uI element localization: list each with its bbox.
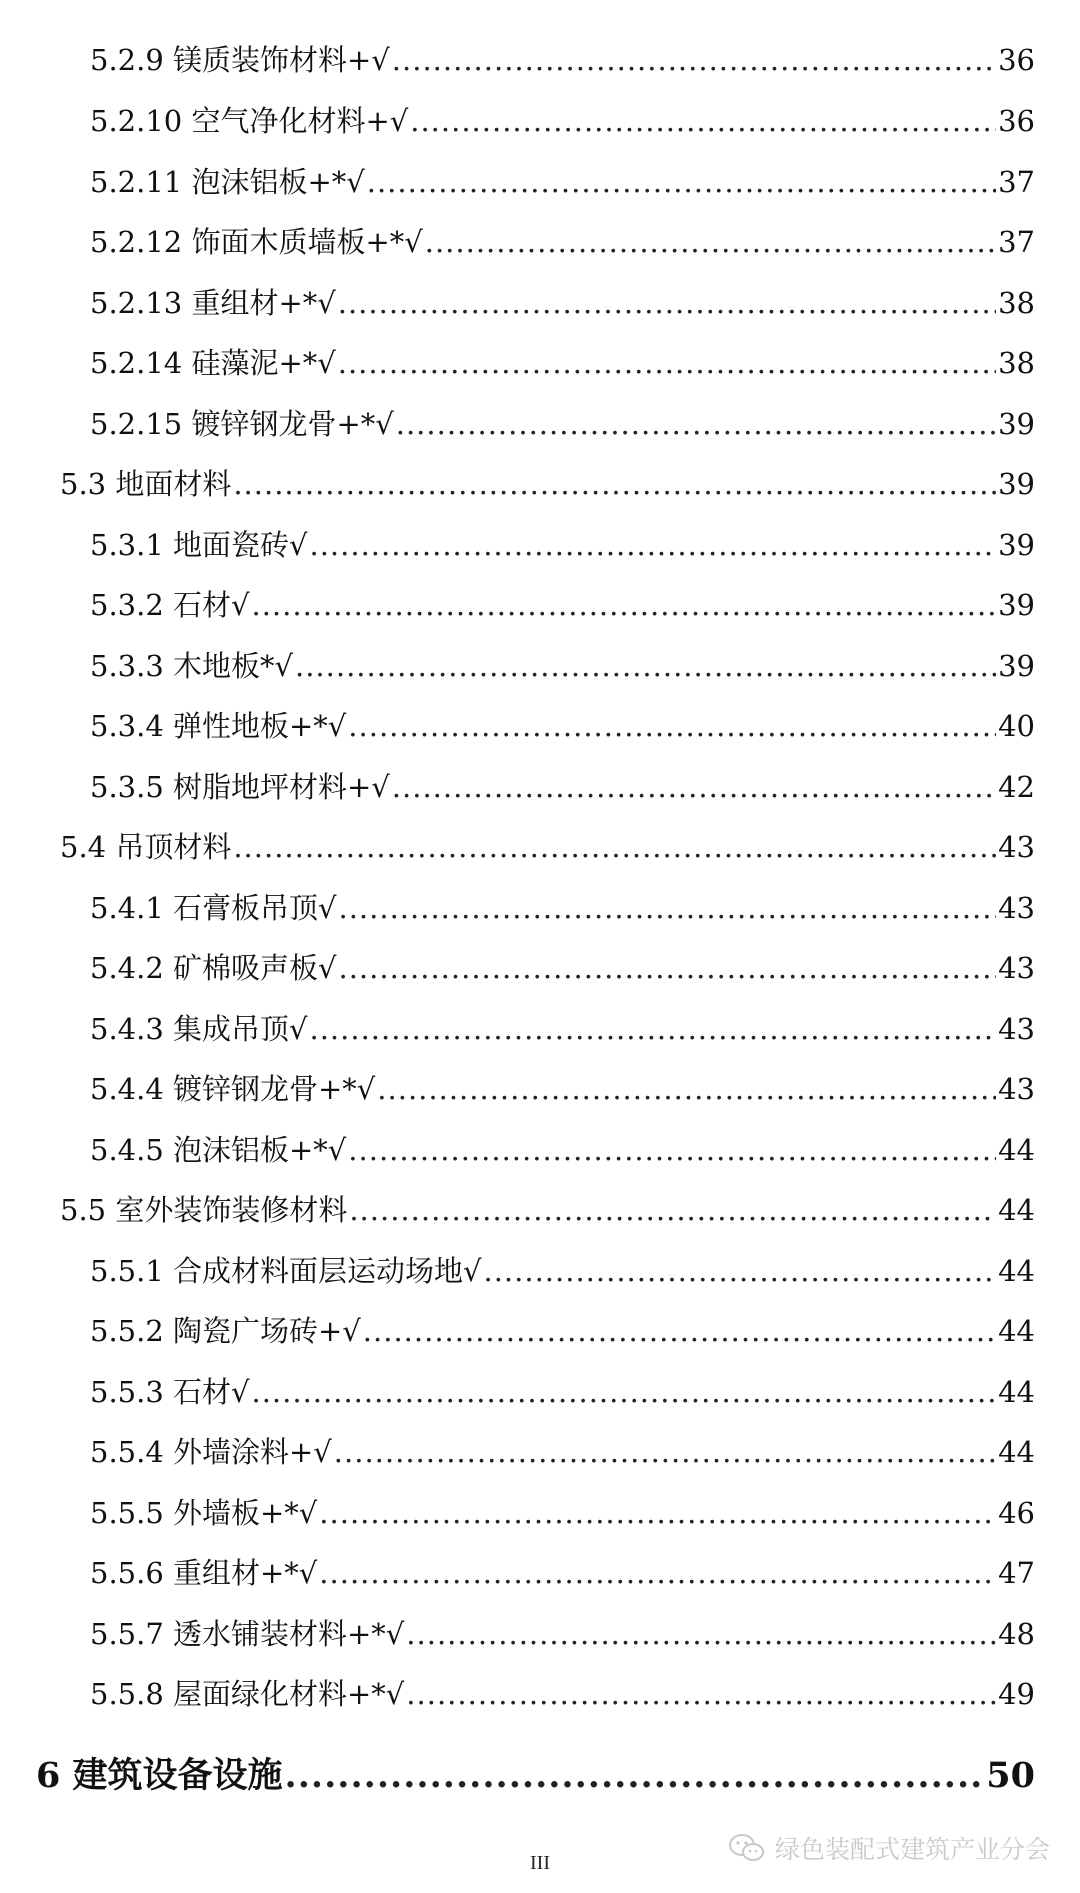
toc-entry[interactable] [90, 222, 1035, 262]
toc-entry-label: 5.2.14 硅藻泥+*√ [90, 346, 336, 380]
toc-entry[interactable] [90, 1493, 1035, 1533]
toc-entry[interactable] [90, 1432, 1035, 1472]
toc-entry[interactable] [90, 1372, 1035, 1412]
toc-entry[interactable] [90, 1251, 1035, 1291]
dot-leader [425, 222, 996, 262]
dot-leader [392, 767, 996, 807]
dot-leader [349, 1190, 996, 1230]
dot-leader [377, 1069, 996, 1109]
toc-entry-label: 5.5.6 重组材+*√ [90, 1556, 318, 1590]
toc-entry-label: 5.3.2 石材√ [90, 588, 250, 622]
toc-entry-page: 36 [998, 43, 1035, 77]
toc-entry-label: 5.5.2 陶瓷广场砖+√ [90, 1314, 361, 1348]
dot-leader [319, 1553, 996, 1593]
toc-entry-label: 5.5.1 合成材料面层运动场地√ [90, 1254, 482, 1288]
toc-entry[interactable] [90, 706, 1035, 746]
toc-entry-label: 5.5 室外装饰装修材料 [60, 1193, 348, 1227]
toc-entry-label: 5.2.9 镁质装饰材料+√ [90, 43, 390, 77]
toc-entry[interactable] [90, 525, 1035, 565]
dot-leader [406, 1674, 996, 1714]
toc-entry-page: 39 [998, 528, 1035, 562]
toc-entry[interactable] [90, 1009, 1035, 1049]
toc-entry[interactable] [90, 585, 1035, 625]
dot-leader [339, 888, 997, 928]
dot-leader [285, 1753, 985, 1799]
toc-entry-page: 48 [998, 1617, 1035, 1651]
toc-entry-page: 37 [998, 165, 1035, 199]
toc-entry-page: 43 [998, 951, 1035, 985]
toc-entry-page: 39 [998, 649, 1035, 683]
toc-entry[interactable] [90, 404, 1035, 444]
dot-leader [338, 343, 996, 383]
dot-leader [252, 1372, 997, 1412]
toc-entry-page: 39 [998, 407, 1035, 441]
dot-leader [363, 1311, 996, 1351]
toc-entry[interactable] [90, 1130, 1035, 1170]
toc-entry-label: 5.5.3 石材√ [90, 1375, 250, 1409]
toc-section[interactable] [60, 1190, 1035, 1230]
toc-entry-label: 5.2.11 泡沫铝板+*√ [90, 165, 365, 199]
toc-entry-page: 44 [998, 1254, 1035, 1288]
dot-leader [295, 646, 996, 686]
dot-leader [233, 464, 996, 504]
dot-leader [339, 948, 997, 988]
toc-entry[interactable] [90, 1311, 1035, 1351]
toc-entry[interactable] [90, 1069, 1035, 1109]
dot-leader [233, 827, 996, 867]
toc-entry-label: 5.4.3 集成吊顶√ [90, 1012, 308, 1046]
toc-entry[interactable] [90, 1553, 1035, 1593]
toc-section[interactable] [60, 464, 1035, 504]
dot-leader [334, 1432, 996, 1472]
dot-leader [410, 101, 996, 141]
toc-entry-label: 5.3.4 弹性地板+*√ [90, 709, 347, 743]
toc-entry-page: 49 [998, 1677, 1035, 1711]
toc-entry-label: 6 建筑设备设施 [36, 1755, 283, 1796]
toc-entry-page: 43 [998, 1072, 1035, 1106]
toc-entry-label: 5.4.5 泡沫铝板+*√ [90, 1133, 347, 1167]
toc-entry-page: 44 [998, 1133, 1035, 1167]
toc-entry-page: 43 [998, 891, 1035, 925]
toc-entry-label: 5.4 吊顶材料 [60, 830, 232, 864]
toc-entry[interactable] [90, 283, 1035, 323]
dot-leader [310, 1009, 997, 1049]
toc-entry-page: 38 [998, 286, 1035, 320]
toc-entry[interactable] [90, 162, 1035, 202]
toc-entry-page: 39 [998, 467, 1035, 501]
toc-entry-label: 5.3 地面材料 [60, 467, 232, 501]
toc-entry[interactable] [90, 1674, 1035, 1714]
toc-entry-label: 5.4.1 石膏板吊顶√ [90, 891, 337, 925]
dot-leader [367, 162, 996, 202]
toc-entry[interactable] [90, 948, 1035, 988]
toc-entry-page: 40 [998, 709, 1035, 743]
toc-entry-label: 5.4.2 矿棉吸声板√ [90, 951, 337, 985]
toc-entry-page: 39 [998, 588, 1035, 622]
toc-entry[interactable] [90, 101, 1035, 141]
dot-leader [396, 404, 996, 444]
toc-entry[interactable] [90, 343, 1035, 383]
toc-entry-page: 43 [998, 1012, 1035, 1046]
toc-entry[interactable] [90, 40, 1035, 80]
toc-section[interactable] [60, 827, 1035, 867]
toc-entry-label: 5.3.3 木地板*√ [90, 649, 293, 683]
toc-entry[interactable] [90, 1614, 1035, 1654]
toc-entry-label: 5.5.7 透水铺装材料+*√ [90, 1617, 405, 1651]
toc-entry-label: 5.3.1 地面瓷砖√ [90, 528, 308, 562]
toc-entry-label: 5.5.4 外墙涂料+√ [90, 1435, 332, 1469]
dot-leader [310, 525, 997, 565]
toc-entry-label: 5.2.15 镀锌钢龙骨+*√ [90, 407, 394, 441]
page-number: III [530, 1852, 550, 1874]
dot-leader [348, 1130, 996, 1170]
toc-entry-label: 5.4.4 镀锌钢龙骨+*√ [90, 1072, 376, 1106]
toc-entry-label: 5.2.13 重组材+*√ [90, 286, 336, 320]
dot-leader [392, 40, 996, 80]
toc-entry-page: 43 [998, 830, 1035, 864]
dot-leader [348, 706, 996, 746]
toc-entry-page: 44 [998, 1193, 1035, 1227]
toc-entry-page: 36 [998, 104, 1035, 138]
toc-entry-label: 5.3.5 树脂地坪材料+√ [90, 770, 390, 804]
toc-entry-label: 5.5.5 外墙板+*√ [90, 1496, 318, 1530]
toc-entry[interactable] [90, 646, 1035, 686]
toc-entry-page: 42 [998, 770, 1035, 804]
toc-entry-page: 38 [998, 346, 1035, 380]
toc-entry-page: 50 [986, 1755, 1035, 1796]
toc-entry[interactable] [90, 767, 1035, 807]
toc-entry-page: 47 [998, 1556, 1035, 1590]
dot-leader [252, 585, 997, 625]
toc-entry-label: 5.2.10 空气净化材料+√ [90, 104, 409, 138]
toc-entry-page: 44 [998, 1435, 1035, 1469]
dot-leader [406, 1614, 996, 1654]
dot-leader [484, 1251, 997, 1291]
dot-leader [338, 283, 996, 323]
toc-entry-page: 46 [998, 1496, 1035, 1530]
dot-leader [319, 1493, 996, 1533]
toc-entry-page: 44 [998, 1375, 1035, 1409]
toc-entry-label: 5.2.12 饰面木质墙板+*√ [90, 225, 423, 259]
toc-entry[interactable] [90, 888, 1035, 928]
toc-chapter[interactable] [36, 1753, 1035, 1799]
toc-entry-page: 37 [998, 225, 1035, 259]
toc-entry-page: 44 [998, 1314, 1035, 1348]
watermark-text: 绿色装配式建筑产业分会 [774, 1835, 1050, 1864]
toc-entry-label: 5.5.8 屋面绿化材料+*√ [90, 1677, 405, 1711]
